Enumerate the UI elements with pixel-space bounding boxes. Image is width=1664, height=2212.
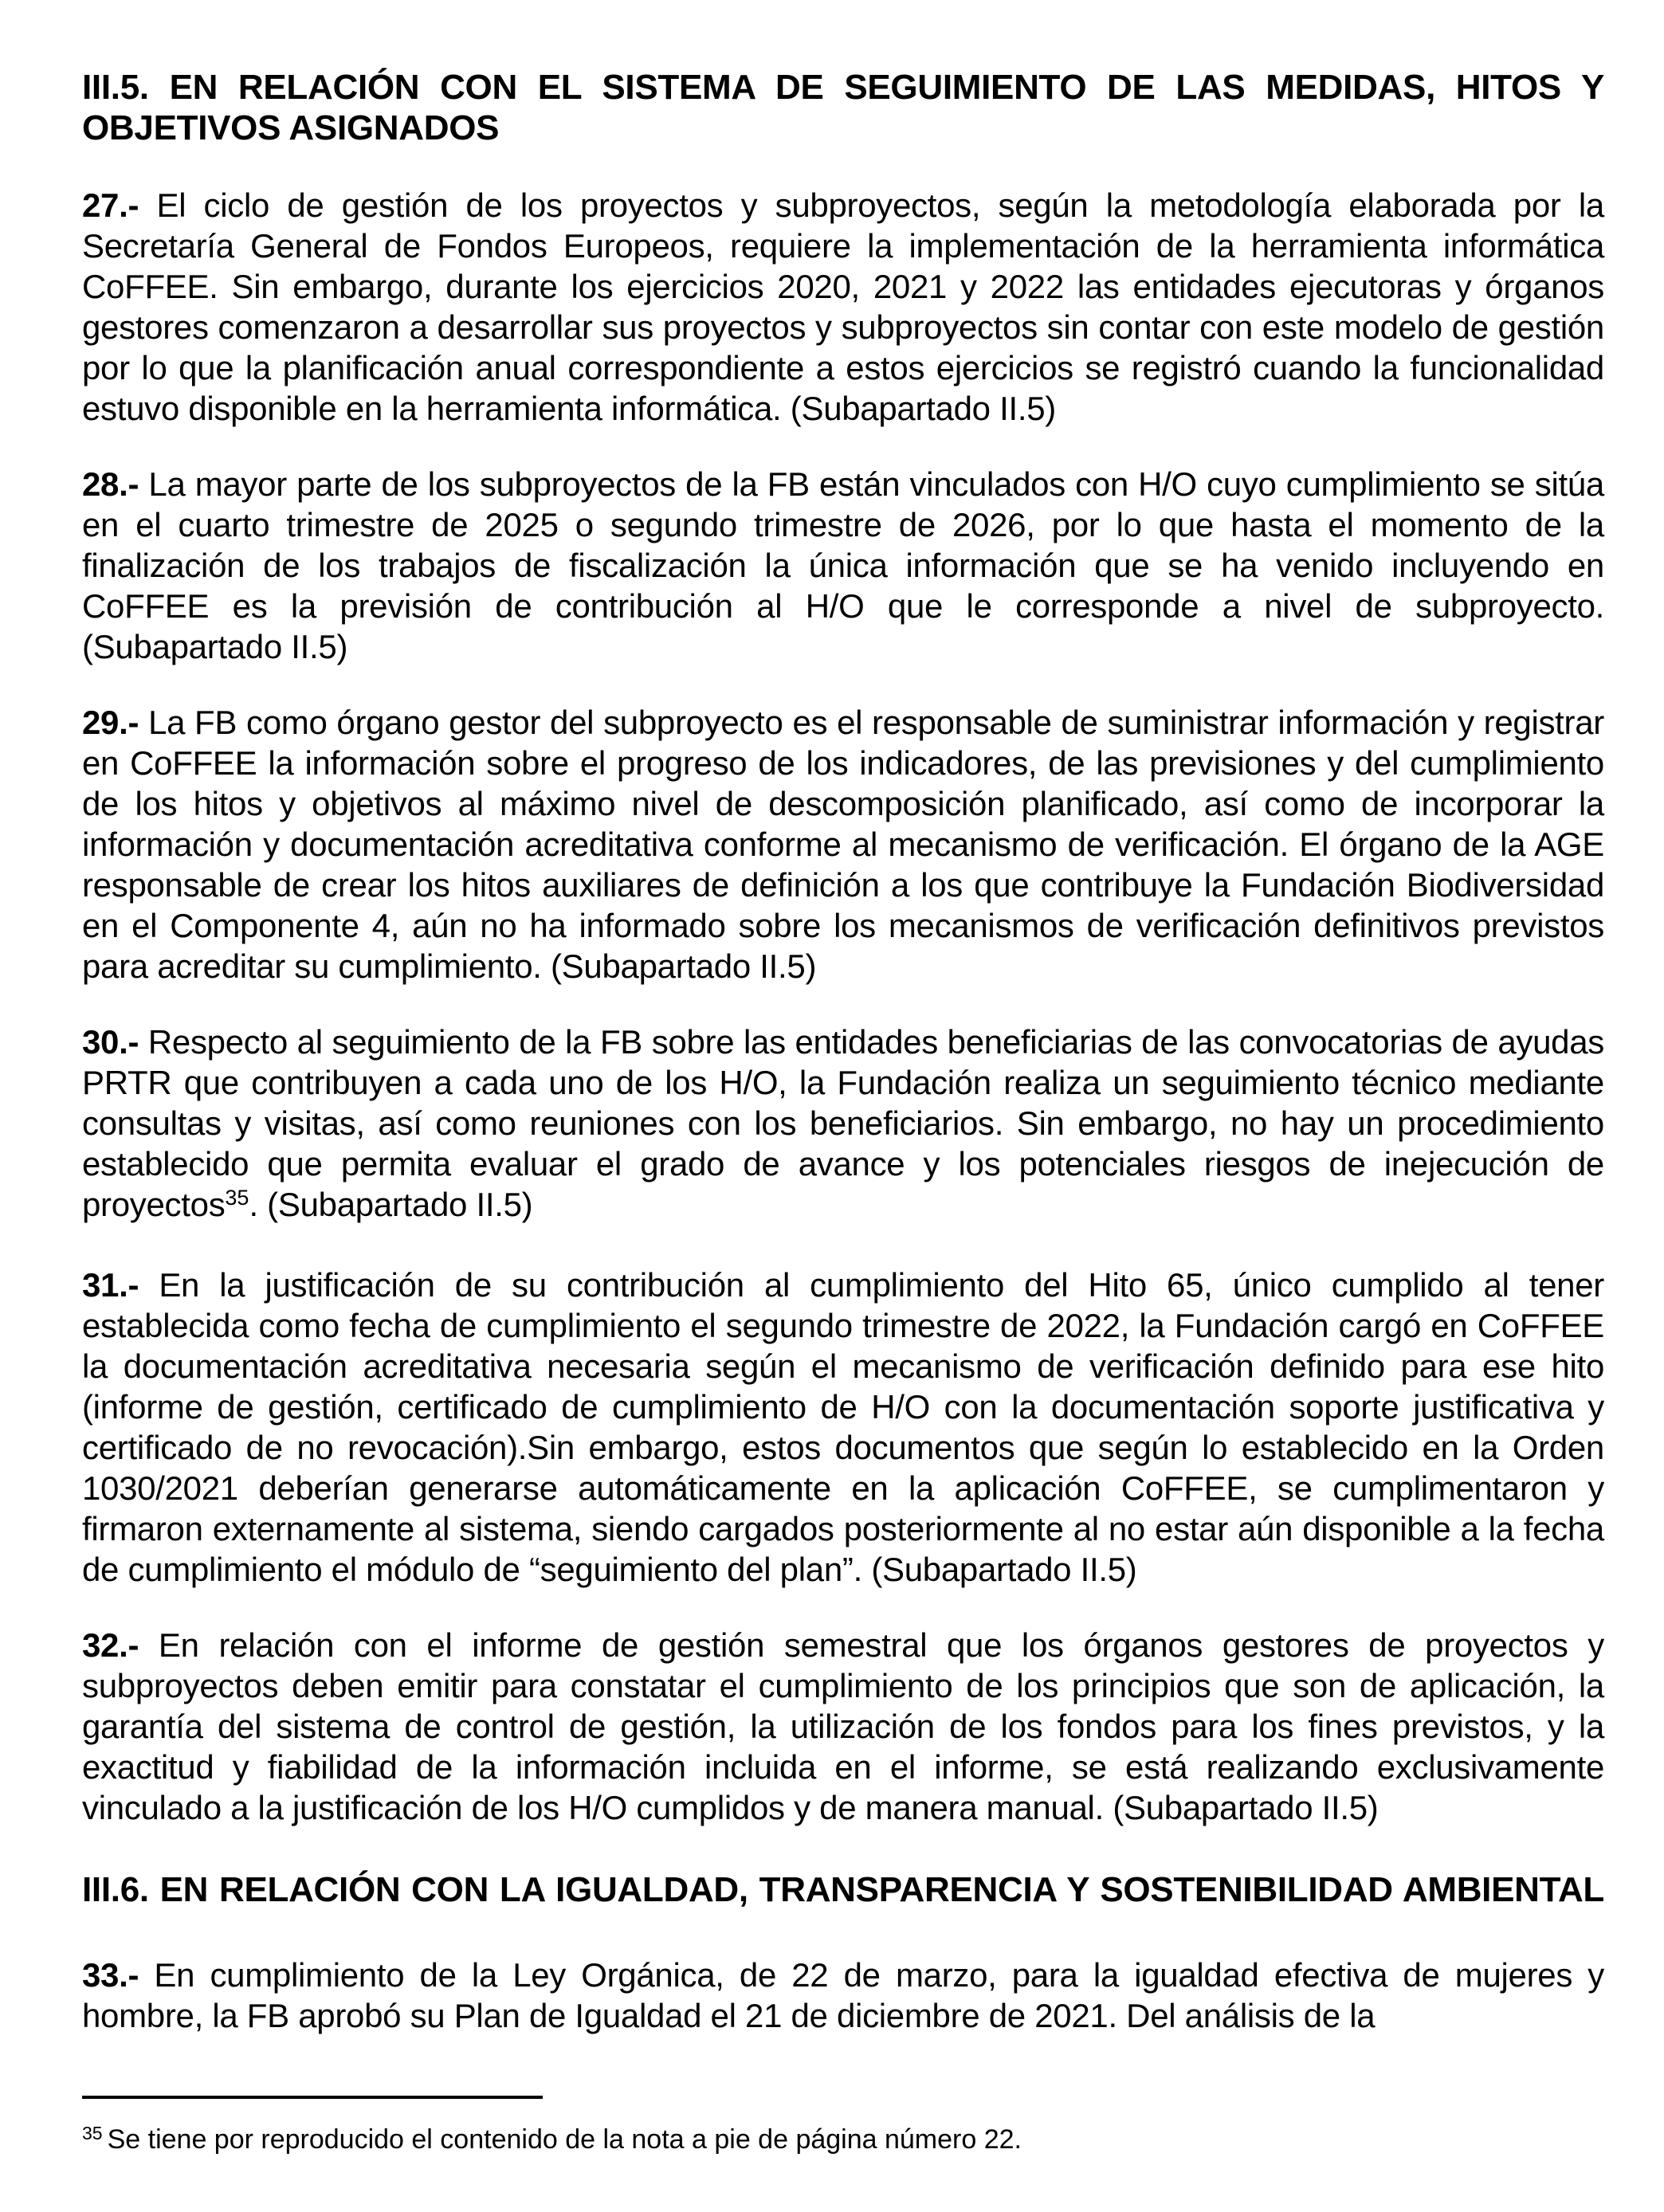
- paragraph-31: [82, 1265, 1604, 1590]
- paragraph-27: [82, 185, 1604, 429]
- section-heading-iii5: [82, 67, 1604, 148]
- paragraph-30-number: 30.-: [82, 1023, 139, 1061]
- footnote-area: [82, 2096, 1604, 2159]
- paragraph-30: [82, 1022, 1604, 1230]
- footnote-35-marker: 35: [82, 2123, 103, 2143]
- paragraph-30-text-after: . (Subapartado II.5): [249, 1186, 533, 1223]
- paragraph-27-number: 27.-: [82, 186, 139, 224]
- paragraph-33-number: 33.-: [82, 1956, 139, 1994]
- paragraph-31-number: 31.-: [82, 1266, 139, 1304]
- footnote-separator-rule: [82, 2096, 543, 2099]
- paragraph-30-text: Respecto al seguimiento de la FB sobre las entidades beneficiarias de las convocatorias de ayudas PRTR que contribuyen a cada uno de los H/O, la Fundación realiza un seguimiento técnico mediante consultas y visitas, así como reuniones con los beneficiarios. Sin embargo, no hay un procedimiento establecido que permita evaluar el grado de avance y los potenciales riesgos de inejecución de proyectos: [82, 1023, 1604, 1223]
- paragraph-29: [82, 702, 1604, 986]
- footnote-reference-35: 35: [225, 1186, 249, 1210]
- section-heading-iii6: III.6. EN RELACIÓN CON LA IGUALDAD, TRANSPARENCIA Y SOSTENIBILIDAD AMBIENTAL: [82, 1870, 1604, 1909]
- paragraph-31-text: En la justificación de su contribución al cumplimiento del Hito 65, único cumplido al tener establecida como fecha de cumplimiento el segundo trimestre de 2022, la Fundación cargó en CoFFEE la documentación acreditativa necesaria según el mecanismo de verificación definido para ese hito (informe de gestión, certificado de cumplimiento de H/O con la documentación soporte justificativa y certificado de no revocación).Sin embargo, estos documentos que según lo establecido en la Orden 1030/2021 deberían generarse automáticamente en la aplicación CoFFEE, se cumplimentaron y firmaron externamente al sistema, siendo cargados posteriormente al no estar aún disponible a la fecha de cumplimiento el módulo de “seguimiento del plan”. (Subapartado II.5): [82, 1266, 1604, 1588]
- paragraph-27-text: El ciclo de gestión de los proyectos y subproyectos, según la metodología elaborada por la Secretaría General de Fondos Europeos, requiere la implementación de la herramienta informática CoFFEE. Sin embargo, durante los ejercicios 2020, 2021 y 2022 las entidades ejecutoras y órganos gestores comenzaron a desarrollar sus proyectos y subproyectos sin contar con este modelo de gestión por lo que la planificación anual correspondiente a estos ejercicios se registró cuando la funcionalidad estuvo disponible en la herramienta informática. (Subapartado II.5): [82, 186, 1604, 427]
- paragraph-32: [82, 1625, 1604, 1828]
- paragraph-33-text: En cumplimiento de la Ley Orgánica, de 22 de marzo, para la igualdad efectiva de mujeres y hombre, la FB aprobó su Plan de Igualdad el 21 de diciembre de 2021. Del análisis de la: [82, 1956, 1604, 2034]
- paragraph-32-number: 32.-: [82, 1626, 139, 1664]
- paragraph-28-number: 28.-: [82, 465, 139, 503]
- footnote-35: [82, 2123, 1604, 2159]
- paragraph-28: [82, 464, 1604, 667]
- paragraph-33: [82, 1955, 1604, 2036]
- section-heading-iii5-line2: OBJETIVOS ASIGNADOS: [82, 108, 500, 147]
- footnote-35-text: Se tiene por reproducido el contenido de la nota a pie de página número 22.: [107, 2124, 1022, 2155]
- paragraph-29-text: La FB como órgano gestor del subproyecto es el responsable de suministrar información y registrar en CoFFEE la información sobre el progreso de los indicadores, de las previsiones y del cumplimiento de los hitos y objetivos al máximo nivel de descomposición planificado, así como de incorporar la información y documentación acreditativa conforme al mecanismo de verificación. El órgano de la AGE responsable de crear los hitos auxiliares de definición a los que contribuye la Fundación Biodiversidad en el Componente 4, aún no ha informado sobre los mecanismos de verificación definitivos previstos para acreditar su cumplimiento. (Subapartado II.5): [82, 704, 1604, 985]
- paragraph-32-text: En relación con el informe de gestión semestral que los órganos gestores de proyectos y subproyectos deben emitir para constatar el cumplimiento de los principios que son de aplicación, la garantía del sistema de control de gestión, la utilización de los fondos para los fines previstos, y la exactitud y fiabilidad de la información incluida en el informe, se está realizando exclusivamente vinculado a la justificación de los H/O cumplidos y de manera manual. (Subapartado II.5): [82, 1626, 1604, 1826]
- paragraph-28-text: La mayor parte de los subproyectos de la FB están vinculados con H/O cuyo cumplimiento se sitúa en el cuarto trimestre de 2025 o segundo trimestre de 2026, por lo que hasta el momento de la finalización de los trabajos de fiscalización la única información que se ha venido incluyendo en CoFFEE es la previsión de contribución al H/O que le corresponde a nivel de subproyecto. (Subapartado II.5): [82, 465, 1604, 665]
- section-heading-iii5-line1: III.5. EN RELACIÓN CON EL SISTEMA DE SEGUIMIENTO DE LAS MEDIDAS, HITOS Y: [82, 68, 1604, 107]
- paragraph-29-number: 29.-: [82, 704, 139, 741]
